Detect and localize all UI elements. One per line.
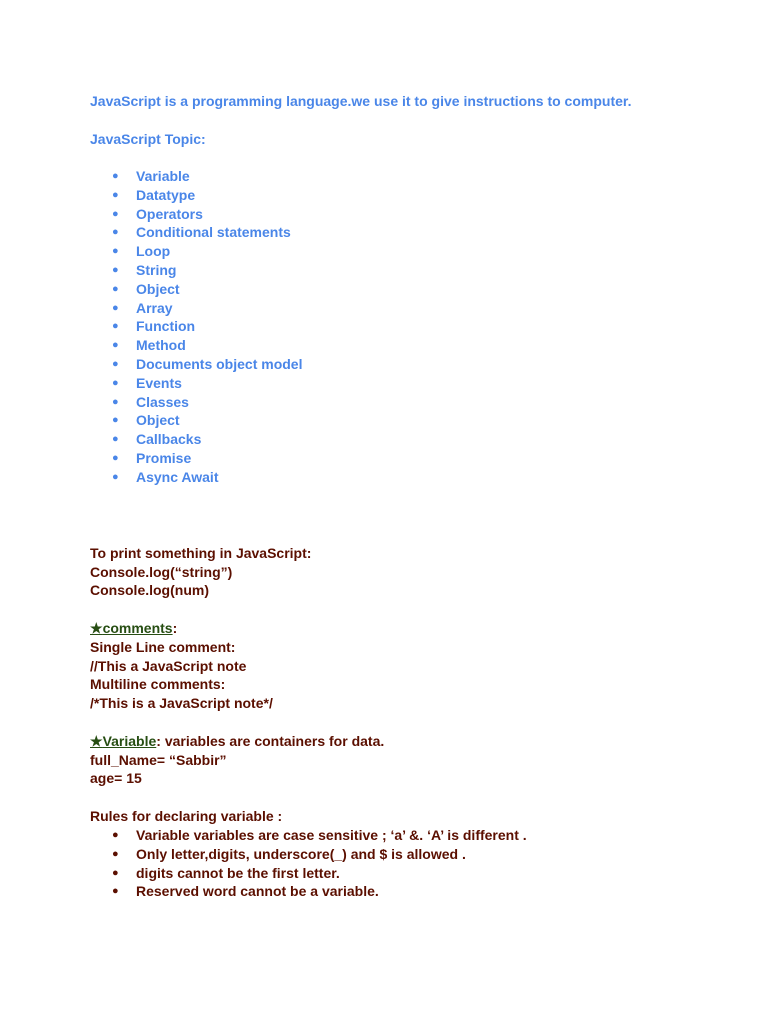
bullet-icon: ● <box>112 395 119 408</box>
single-comment-example: //This a JavaScript note <box>90 658 247 674</box>
bullet-icon: ● <box>112 357 119 370</box>
variable-heading-line <box>90 732 384 750</box>
bullet-icon: ● <box>112 414 119 427</box>
star-icon: ★ <box>90 733 103 749</box>
list-item: ● digits cannot be the first letter. <box>112 864 340 881</box>
bullet-icon: ● <box>112 376 119 389</box>
bullet-icon: ● <box>112 282 119 295</box>
star-icon: ★ <box>90 620 103 636</box>
list-item: ● Function <box>112 318 196 335</box>
bullet-icon: ● <box>112 188 119 201</box>
comments-heading: comments <box>102 620 173 636</box>
topics-list <box>90 167 302 487</box>
comments-heading-line: ★comments: <box>90 620 178 636</box>
bullet-icon: ● <box>112 433 119 446</box>
list-item: ● Only letter,digits, underscore(_) and $ is allowed . <box>112 845 466 862</box>
list-item: ● Variable <box>112 168 190 184</box>
topics-heading: JavaScript Topic: <box>90 131 206 147</box>
bullet-icon: ● <box>112 866 119 879</box>
bullet-icon: ● <box>112 470 119 483</box>
bullet-icon: ● <box>112 451 119 464</box>
print-heading: To print something in JavaScript: <box>90 545 312 561</box>
list-item: ● Method <box>112 337 186 354</box>
variable-heading: Variable <box>102 733 157 749</box>
bullet-icon: ● <box>112 170 119 182</box>
bullet-icon: ● <box>112 245 119 258</box>
list-item: ● Datatype <box>112 186 196 203</box>
list-item: ● Promise <box>112 449 192 466</box>
list-item: ● Reserved word cannot be a variable. <box>112 883 379 900</box>
list-item: ● Loop <box>112 243 171 260</box>
bullet-icon: ● <box>112 339 119 352</box>
bullet-icon: ● <box>112 207 119 220</box>
variable-description: : variables are containers for data. <box>156 733 385 749</box>
list-item: ● Variable variables are case sensitive ; ‘a’ &. ‘A’ is different . <box>112 827 527 843</box>
intro-text: JavaScript is a programming language.we use it to give instructions to computer. <box>90 93 632 109</box>
list-item: ● Callbacks <box>112 431 202 448</box>
list-item: ● Object <box>112 280 180 297</box>
variable-example-age: age= 15 <box>90 770 142 786</box>
list-item: ● Events <box>112 374 182 391</box>
bullet-icon: ● <box>112 829 119 841</box>
bullet-icon: ● <box>112 320 119 333</box>
bullet-icon: ● <box>112 226 119 239</box>
list-item: ● Documents object model <box>112 355 303 372</box>
print-example-string: Console.log(“string”) <box>90 564 233 580</box>
rules-list <box>90 826 527 901</box>
list-item: ● Async Await <box>112 468 219 485</box>
list-item: ● Classes <box>112 393 189 410</box>
print-example-num: Console.log(num) <box>90 582 209 598</box>
single-comment-label: Single Line comment: <box>90 639 236 655</box>
bullet-icon: ● <box>112 847 119 860</box>
bullet-icon: ● <box>112 885 119 898</box>
multi-comment-example: /*This is a JavaScript note*/ <box>90 695 273 711</box>
list-item: ● Operators <box>112 205 203 222</box>
list-item: ● String <box>112 261 177 278</box>
list-item: ● Object <box>112 412 180 429</box>
rules-heading: Rules for declaring variable : <box>90 808 283 824</box>
variable-example-name: full_Name= “Sabbir” <box>90 752 227 768</box>
list-item: ● Conditional statements <box>112 224 291 241</box>
list-item: ● Array <box>112 299 173 316</box>
bullet-icon: ● <box>112 301 119 314</box>
multi-comment-label: Multiline comments: <box>90 676 226 692</box>
bullet-icon: ● <box>112 263 119 276</box>
